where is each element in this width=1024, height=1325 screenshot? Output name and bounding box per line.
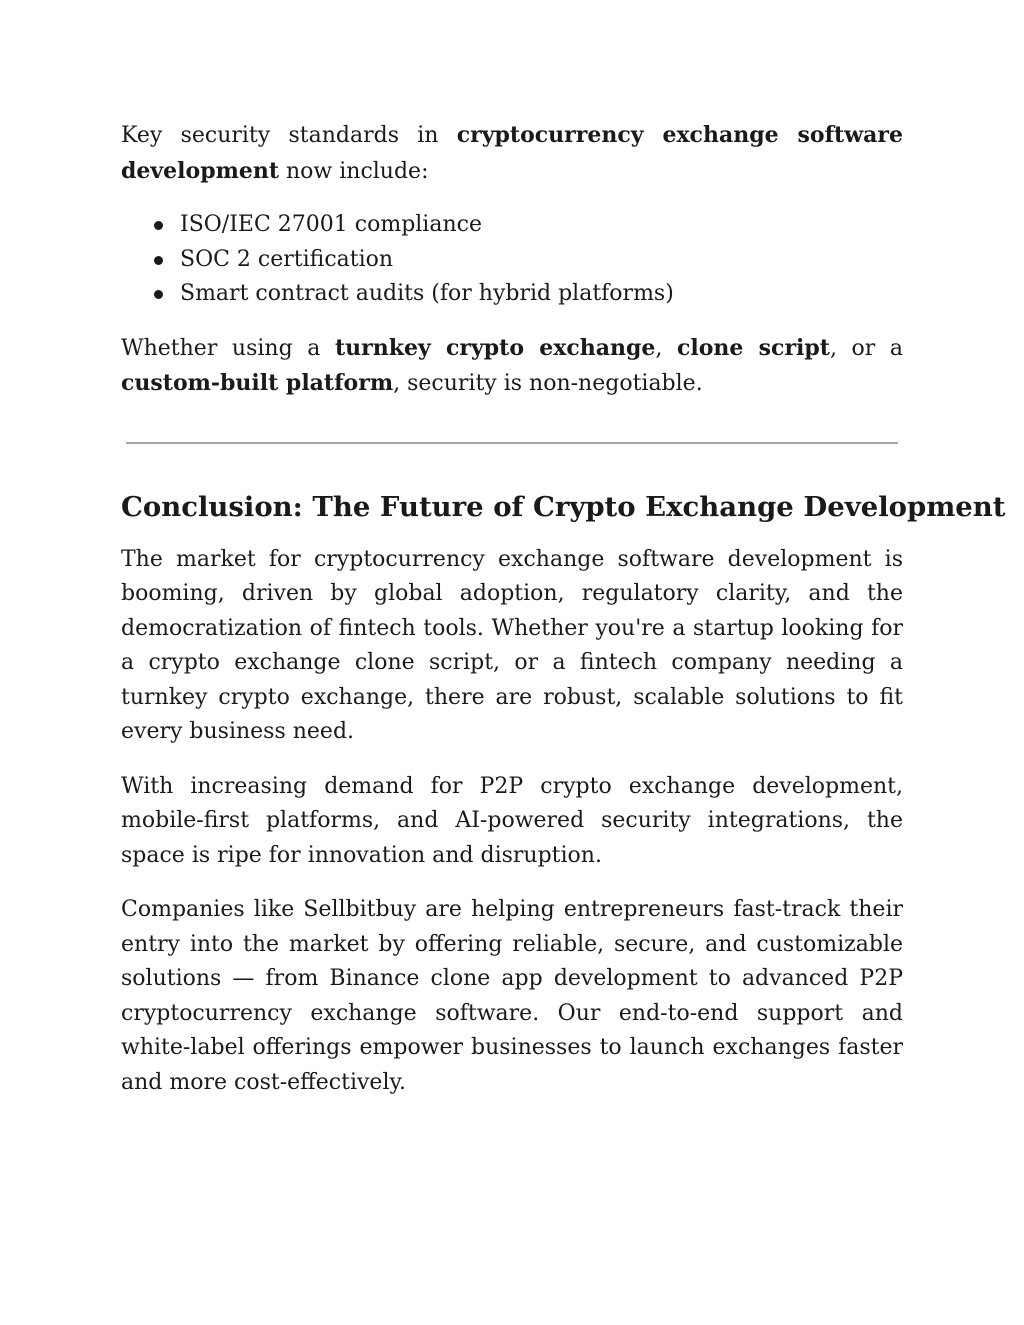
intro-text-end: now include: <box>279 158 429 184</box>
document-page <box>121 118 1006 1120</box>
whether-text-2: , <box>655 335 677 361</box>
intro-keyword: cryptocurrency exchange software development <box>121 122 903 184</box>
whether-text-4: , security is non-negotiable. <box>393 371 703 396</box>
whether-text-1: Whether using a <box>121 335 335 361</box>
list-item-text: SOC 2 certification <box>180 246 394 272</box>
conclusion-paragraph-1: The market for cryptocurrency exchange software development is booming, driven by global adoption, regulatory clarity, and the democratization of fintech tools. Whether you're a startup looking for a crypto exchange clone script, or a fintech company needing a turnkey crypto exchange, there are robust, scalable solutions to fit every business need. <box>121 546 903 744</box>
list-item-text: Smart contract audits (for hybrid platforms) <box>180 281 674 306</box>
section-divider <box>126 442 898 444</box>
keyword-custom-platform: custom-built platform <box>121 370 394 396</box>
bullet-icon <box>154 256 163 265</box>
list-item-text: ISO/IEC 27001 compliance <box>180 212 482 237</box>
conclusion-paragraph-2: With increasing demand for P2P crypto exchange development, mobile-first platforms, and AI-powered security integrations, the space is ripe for innovation and disruption. <box>121 773 903 868</box>
whether-text-3: , or a <box>829 335 903 361</box>
security-standards-list <box>121 208 903 312</box>
bullet-icon <box>154 221 163 230</box>
security-standards-intro <box>121 118 903 189</box>
list-item <box>121 208 903 243</box>
platform-security-paragraph <box>121 331 903 402</box>
intro-text-start: Key security standards in <box>121 123 457 148</box>
list-item <box>121 277 903 312</box>
bullet-icon <box>154 290 163 299</box>
keyword-clone-script: clone script <box>676 334 830 361</box>
list-item <box>121 243 903 278</box>
keyword-turnkey: turnkey crypto exchange <box>334 334 656 361</box>
conclusion-paragraph-3: Companies like Sellbitbuy are helping entrepreneurs fast-track their entry into the market by offering reliable, secure, and customizable solutions — from Binance clone app development to advanced P2P cryptocurrency exchange software. Our end-to-end support and white-label offerings empower businesses to launch exchanges faster and more cost-effectively. <box>121 897 903 1095</box>
conclusion-heading: Conclusion: The Future of Crypto Exchange Development <box>121 490 1006 523</box>
